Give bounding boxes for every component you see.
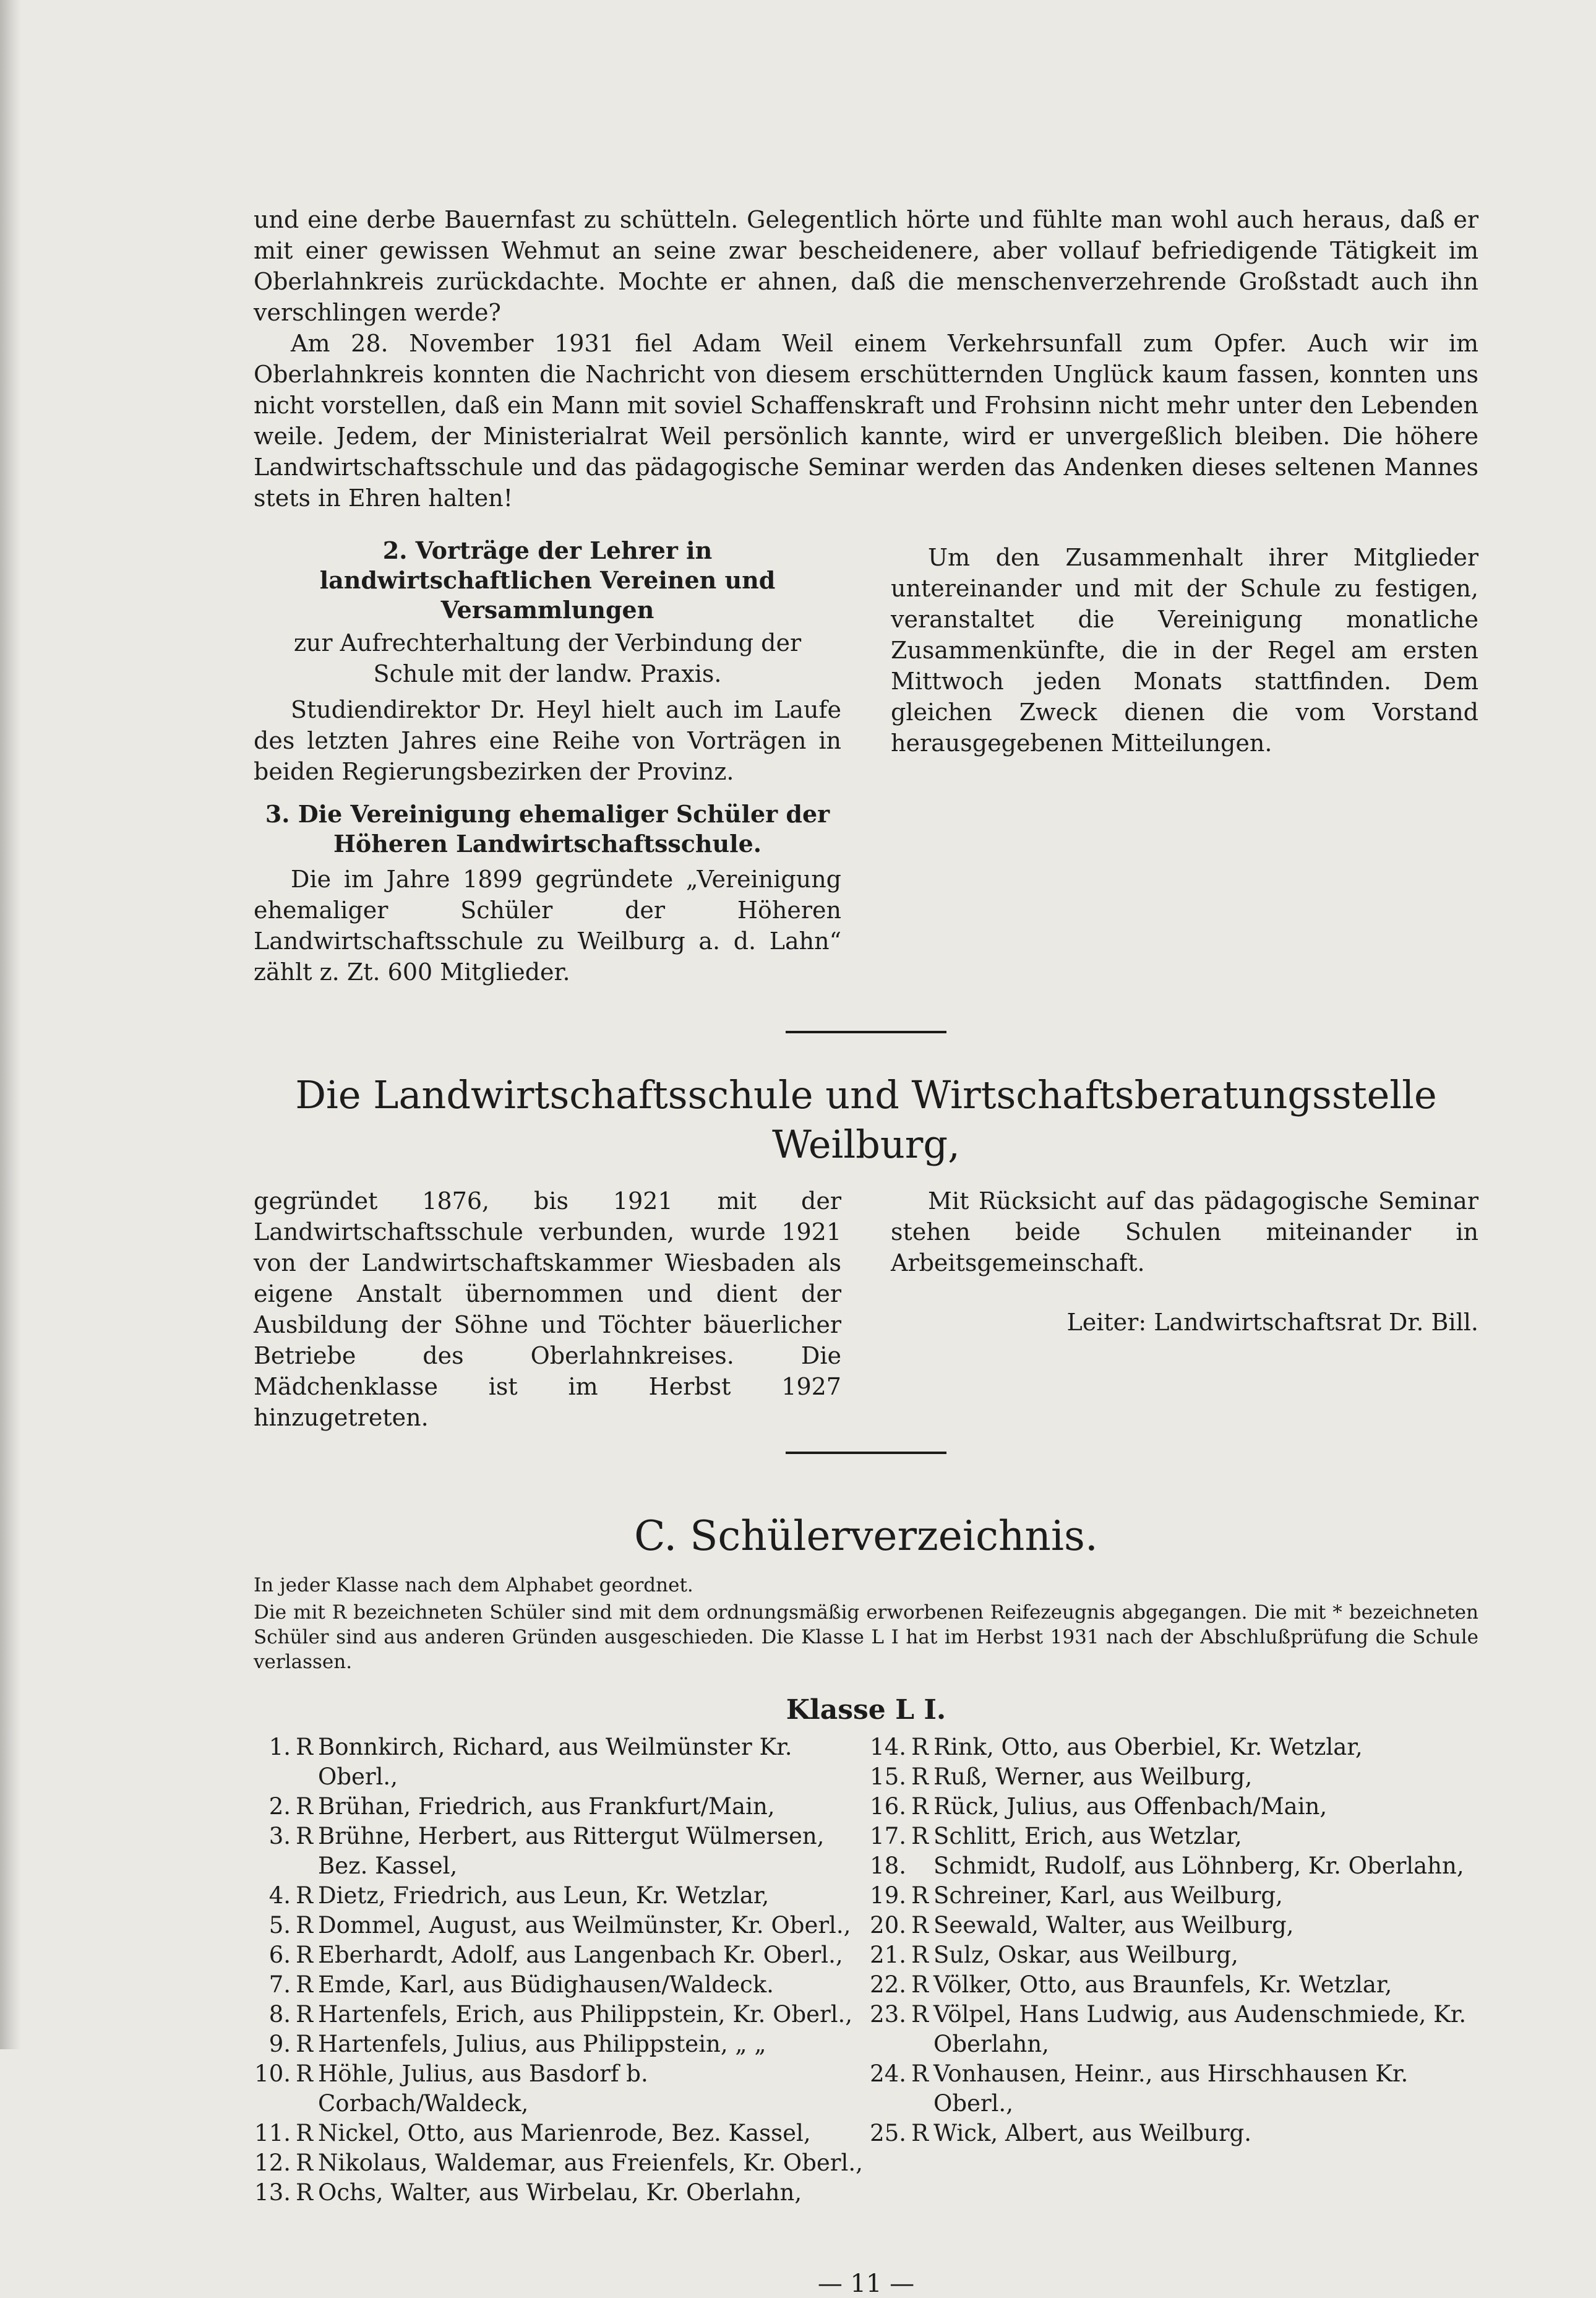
entry-text: Vonhausen, Heinr., aus Hirschhausen Kr. Oberl., xyxy=(933,2060,1409,2117)
entry-mark: R xyxy=(296,1793,313,1820)
list-item xyxy=(869,1792,1478,1822)
entry-text: Brühan, Friedrich, aus Frankfurt/Main, xyxy=(318,1793,775,1820)
section-3-body-1: Die im Jahre 1899 gegründete „Vereinigung ehemaliger Schüler der Höheren Landwirtschaftsschule zu Weilburg a. d. Lahn“ zählt z. Zt. 600 Mitglieder. xyxy=(254,866,841,986)
list-item xyxy=(254,1822,863,1881)
left-column xyxy=(254,536,841,988)
entry-text: Ochs, Walter, aus Wirbelau, Kr. Oberlahn, xyxy=(318,2179,802,2206)
entry-text: Wick, Albert, aus Weilburg. xyxy=(933,2120,1251,2146)
list-item xyxy=(254,2059,863,2119)
entry-mark: R xyxy=(911,1734,929,1760)
right-column xyxy=(891,536,1478,988)
entry-text: Rink, Otto, aus Oberbiel, Kr. Wetzlar, xyxy=(933,1734,1363,1760)
entry-number: 8. xyxy=(268,2001,291,2028)
entry-text: Brühne, Herbert, aus Rittergut Wülmersen, Bez. Kassel, xyxy=(318,1823,825,1879)
list-item xyxy=(254,2119,863,2148)
entry-mark: R xyxy=(911,2060,929,2087)
list-item xyxy=(869,1940,1478,1970)
entry-text: Eberhardt, Adolf, aus Langenbach Kr. Oberl., xyxy=(318,1942,843,1968)
sections-2-3 xyxy=(254,536,1478,988)
list-item xyxy=(254,1940,863,1970)
list-item xyxy=(869,2000,1478,2059)
entry-mark: R xyxy=(296,1882,313,1909)
list-item xyxy=(869,2119,1478,2148)
weilburg-right xyxy=(891,1186,1478,1433)
entry-text: Rück, Julius, aus Offenbach/Main, xyxy=(933,1793,1328,1820)
entry-text: Sulz, Oskar, aus Weilburg, xyxy=(933,1942,1238,1968)
entry-text: Ruß, Werner, aus Weilburg, xyxy=(933,1763,1253,1790)
entry-number: 20. xyxy=(870,1912,906,1939)
entry-mark: R xyxy=(296,2179,313,2206)
entry-text: Schreiner, Karl, aus Weilburg, xyxy=(933,1882,1283,1909)
page-content xyxy=(254,204,1478,2298)
entry-mark: R xyxy=(911,1912,929,1939)
weilburg-leiter: Leiter: Landwirtschaftsrat Dr. Bill. xyxy=(1066,1309,1478,1336)
entry-number: 4. xyxy=(268,1882,291,1909)
weilburg-columns xyxy=(254,1186,1478,1433)
entry-mark: R xyxy=(296,2120,313,2146)
entry-mark: R xyxy=(911,1942,929,1968)
entry-mark: R xyxy=(296,2150,313,2176)
entry-text: Schlitt, Erich, aus Wetzlar, xyxy=(933,1823,1242,1849)
entry-mark: R xyxy=(911,1793,929,1820)
entry-text: Nikolaus, Waldemar, aus Freienfels, Kr. Oberl., xyxy=(318,2150,863,2176)
intro-paragraph-1: und eine derbe Bauernfast zu schütteln. Gelegentlich hörte und fühlte man wohl auch heraus, daß er mit einer gewissen Wehmut an seine zwar bescheidenere, aber vollauf befriedigende Tätigkeit im Oberlahnkreis zurückdachte. Mochte er ahnen, daß die menschenverzehrende Großstadt auch ihn verschlingen werde? xyxy=(254,206,1478,326)
entry-mark: R xyxy=(296,1942,313,1968)
list-item xyxy=(869,1732,1478,1762)
list-item xyxy=(254,2178,863,2208)
entry-mark: R xyxy=(296,2060,313,2087)
list-item xyxy=(869,1851,1478,1881)
entry-number: 21. xyxy=(870,1942,906,1968)
entry-number: 3. xyxy=(268,1823,291,1849)
entry-number: 2. xyxy=(268,1793,291,1820)
entry-text: Hartenfels, Julius, aus Philippstein, „ „ xyxy=(318,2031,766,2057)
student-list-left xyxy=(254,1732,863,2208)
entry-mark: R xyxy=(296,2001,313,2028)
entry-number: 7. xyxy=(268,1971,291,1998)
entry-text: Hartenfels, Erich, aus Philippstein, Kr. Oberl., xyxy=(318,2001,853,2028)
entry-number: 16. xyxy=(870,1793,906,1820)
klasse-heading: Klasse L I. xyxy=(786,1694,946,1726)
entry-mark: R xyxy=(296,1823,313,1849)
list-item xyxy=(869,1970,1478,2000)
weilburg-left xyxy=(254,1186,841,1433)
entry-text: Völpel, Hans Ludwig, aus Audenschmiede, Kr. Oberlahn, xyxy=(933,2001,1467,2057)
entry-text: Bonnkirch, Richard, aus Weilmünster Kr. Oberl., xyxy=(318,1734,792,1790)
entry-mark: R xyxy=(911,1971,929,1998)
section-2-subheading: zur Aufrechterhaltung der Verbindung der Schule mit der landw. Praxis. xyxy=(293,629,802,687)
intro-paragraph-2: Am 28. November 1931 fiel Adam Weil einem Verkehrsunfall zum Opfer. Auch wir im Oberlahnkreis konnten die Nachricht von diesem erschütternden Unglück kaum fassen, konnten uns nicht vorstellen, daß ein Mann mit soviel Schaffenskraft und Frohsinn nicht mehr unter den Lebenden weile. Jedem, der Ministerialrat Weil persönlich kannte, wird er unvergeßlich bleiben. Die höhere Landwirtschaftsschule und das pädagogische Seminar werden das Andenken dieses seltenen Mannes stets in Ehren halten! xyxy=(254,330,1478,512)
weilburg-title: Die Landwirtschaftsschule und Wirtschaftsberatungsstelle Weilburg, xyxy=(295,1072,1437,1167)
entry-number: 17. xyxy=(870,1823,906,1849)
entry-number: 14. xyxy=(870,1734,906,1760)
weilburg-left-text: gegründet 1876, bis 1921 mit der Landwirtschaftsschule verbunden, wurde 1921 von der Landwirtschaftskammer Wiesbaden als eigene Anstalt übernommen und dient der Ausbildung der Söhne und Töchter bäuerlicher Betriebe des Oberlahnkreises. Die Mädchenklasse ist im Herbst 1927 hinzugetreten. xyxy=(254,1187,841,1431)
section-3-body-2: Um den Zusammenhalt ihrer Mitglieder untereinander und mit der Schule zu festigen, veranstaltet die Vereinigung monatliche Zusammenkünfte, die in der Regel am ersten Mittwoch jeden Monats stattfinden. Dem gleichen Zweck dienen die vom Vorstand herausgegebenen Mitteilungen. xyxy=(891,544,1478,757)
list-item xyxy=(254,1732,863,1792)
section-2-heading: 2. Vorträge der Lehrer in landwirtschaftlichen Vereinen und Versammlungen xyxy=(319,536,776,624)
entry-number: 11. xyxy=(254,2120,291,2146)
list-item xyxy=(254,1970,863,2000)
list-item xyxy=(869,2059,1478,2119)
entry-mark: R xyxy=(911,1882,929,1909)
entry-mark: R xyxy=(296,1971,313,1998)
entry-text: Dietz, Friedrich, aus Leun, Kr. Wetzlar, xyxy=(318,1882,770,1909)
divider-rule xyxy=(786,1031,946,1033)
student-list-right xyxy=(869,1732,1478,2208)
entry-mark xyxy=(906,1851,933,1881)
verzeichnis-note-2: Die mit R bezeichneten Schüler sind mit dem ordnungsmäßig erworbenen Reifezeugnis abgegangen. Die mit * bezeichneten Schüler sind aus anderen Gründen ausgeschieden. Die Klasse L I hat im Herbst 1931 nach der Abschlußprüfung die Schule verlassen. xyxy=(254,1601,1478,1673)
entry-number: 9. xyxy=(268,2031,291,2057)
list-item xyxy=(869,1822,1478,1851)
entry-text: Emde, Karl, aus Büdighausen/Waldeck. xyxy=(318,1971,774,1998)
verzeichnis-title: C. Schülerverzeichnis. xyxy=(634,1512,1098,1560)
page-edge-shadow xyxy=(0,0,21,2049)
entry-number: 5. xyxy=(268,1912,291,1939)
entry-number: 15. xyxy=(870,1763,906,1790)
entry-number: 10. xyxy=(254,2060,291,2087)
verzeichnis-note-1: In jeder Klasse nach dem Alphabet geordnet. xyxy=(254,1574,693,1596)
entry-number: 13. xyxy=(254,2179,291,2206)
entry-mark: R xyxy=(911,1763,929,1790)
entry-number: 24. xyxy=(870,2060,906,2087)
entry-text: Nickel, Otto, aus Marienrode, Bez. Kassel, xyxy=(318,2120,811,2146)
page-number: — 11 — xyxy=(817,2270,915,2298)
entry-number: 19. xyxy=(870,1882,906,1909)
list-item xyxy=(869,1881,1478,1911)
entry-number: 22. xyxy=(870,1971,906,1998)
entry-mark: R xyxy=(911,2001,929,2028)
list-item xyxy=(254,1881,863,1911)
entry-number: 12. xyxy=(254,2150,291,2176)
entry-text: Seewald, Walter, aus Weilburg, xyxy=(933,1912,1294,1939)
entry-number: 23. xyxy=(870,2001,906,2028)
list-item xyxy=(254,2148,863,2178)
divider-rule xyxy=(786,1452,946,1454)
list-item xyxy=(869,1911,1478,1940)
entry-text: Dommel, August, aus Weilmünster, Kr. Oberl., xyxy=(318,1912,851,1939)
entry-number: 1. xyxy=(268,1734,291,1760)
entry-mark: R xyxy=(296,1912,313,1939)
entry-number: 6. xyxy=(268,1942,291,1968)
list-item xyxy=(254,2000,863,2029)
entry-mark: R xyxy=(911,1823,929,1849)
entry-mark: R xyxy=(296,2031,313,2057)
section-2-body: Studiendirektor Dr. Heyl hielt auch im Laufe des letzten Jahres eine Reihe von Vorträgen in beiden Regierungsbezirken der Provinz. xyxy=(254,696,841,785)
section-3-heading: 3. Die Vereinigung ehemaliger Schüler der Höheren Landwirtschaftsschule. xyxy=(265,800,830,858)
list-item xyxy=(254,1792,863,1822)
entry-number: 25. xyxy=(870,2120,906,2146)
entry-text: Völker, Otto, aus Braunfels, Kr. Wetzlar, xyxy=(933,1971,1392,1998)
list-item xyxy=(254,2029,863,2059)
entry-text: Schmidt, Rudolf, aus Löhnberg, Kr. Oberlahn, xyxy=(933,1853,1464,1879)
entry-number: 18. xyxy=(870,1853,906,1879)
student-list xyxy=(254,1732,1478,2208)
entry-mark: R xyxy=(911,2120,929,2146)
weilburg-right-text: Mit Rücksicht auf das pädagogische Seminar stehen beide Schulen miteinander in Arbeitsgemeinschaft. xyxy=(891,1187,1478,1276)
entry-mark: R xyxy=(296,1734,313,1760)
entry-text: Höhle, Julius, aus Basdorf b. Corbach/Waldeck, xyxy=(318,2060,648,2117)
list-item xyxy=(869,1762,1478,1792)
list-item xyxy=(254,1911,863,1940)
